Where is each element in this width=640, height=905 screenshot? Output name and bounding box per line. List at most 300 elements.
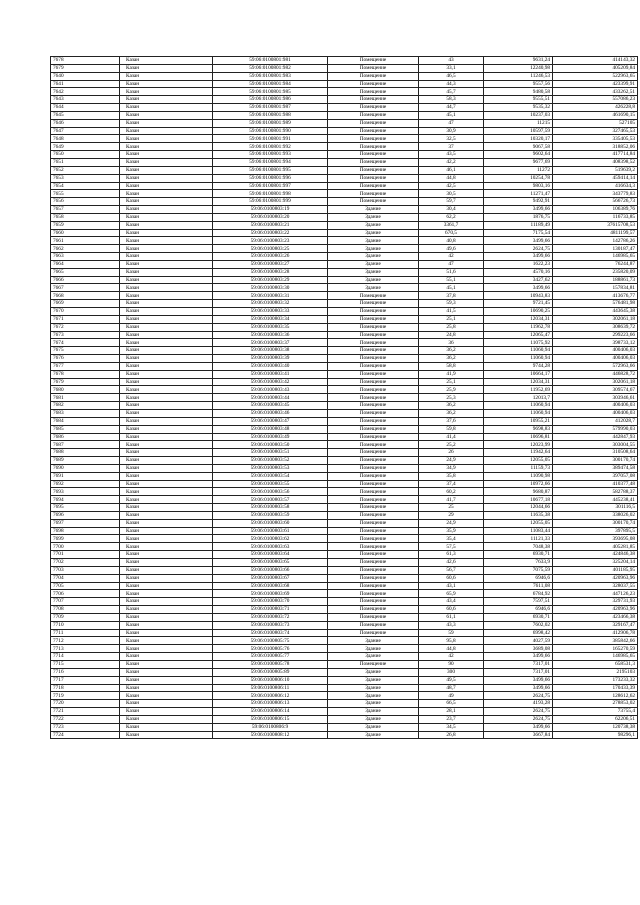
total-value-cell: 658531,3 (553, 660, 638, 668)
rate-cell: 3499,66 (484, 253, 553, 261)
table-row (51, 143, 638, 151)
rate-cell: 9602,64 (484, 151, 553, 159)
city-cell: Казан (120, 80, 213, 88)
object-type-cell: Помещение (328, 449, 419, 457)
row-number: 7669 (51, 300, 120, 308)
cadastral-number-cell: 59:06:0100803:64 (213, 551, 328, 559)
row-number: 7683 (51, 409, 120, 417)
city-cell: Казан (120, 64, 213, 72)
object-type-cell: Помещение (328, 166, 419, 174)
total-value-cell: 459414,14 (553, 174, 638, 182)
cadastral-number-cell: 59:06:0100805:75 (213, 637, 328, 645)
table-row (51, 708, 638, 716)
city-cell: Казан (120, 425, 213, 433)
total-value-cell: 329167,47 (553, 621, 638, 629)
object-type-cell: Здание (328, 723, 419, 731)
area-cell: 25,9 (419, 386, 484, 394)
area-cell: 59,8 (419, 425, 484, 433)
cadastral-number-cell: 59:06:0100808:12 (213, 731, 328, 739)
total-value-cell: 424846,38 (553, 551, 638, 559)
object-type-cell: Помещение (328, 598, 419, 606)
object-type-cell: Помещение (328, 135, 419, 143)
table-row (51, 535, 638, 543)
row-number: 7707 (51, 598, 120, 606)
rate-cell: 11942,64 (484, 449, 553, 457)
area-cell: 24,9 (419, 457, 484, 465)
area-cell: 51,6 (419, 268, 484, 276)
cadastral-number-cell: 59:06:0100801:981 (213, 57, 328, 65)
object-type-cell: Здание (328, 229, 419, 237)
table-row (51, 488, 638, 496)
object-type-cell: Помещение (328, 323, 419, 331)
city-cell: Казан (120, 237, 213, 245)
city-cell: Казан (120, 292, 213, 300)
city-cell: Казан (120, 127, 213, 135)
total-value-cell: 443645,38 (553, 308, 638, 316)
cadastral-number-cell: 59:06:0100803:20 (213, 213, 328, 221)
area-cell: 36,2 (419, 402, 484, 410)
area-cell: 45,7 (419, 88, 484, 96)
city-cell: Казан (120, 708, 213, 716)
cadastral-number-cell: 59:06:0100803:48 (213, 425, 328, 433)
rate-cell: 7048,38 (484, 543, 553, 551)
cadastral-number-cell: 59:06:0100803:31 (213, 292, 328, 300)
row-number: 7649 (51, 143, 120, 151)
area-cell: 66,5 (419, 700, 484, 708)
total-value-cell: 401185,95 (553, 566, 638, 574)
area-cell: 41,7 (419, 496, 484, 504)
row-number: 7678 (51, 57, 120, 65)
table-row (51, 300, 638, 308)
area-cell: 33,1 (419, 64, 484, 72)
area-cell: 34,9 (419, 464, 484, 472)
total-value-cell: 423466,38 (553, 613, 638, 621)
table-row (51, 457, 638, 465)
cadastral-number-cell: 59:06:0100803:72 (213, 613, 328, 621)
area-cell: 44,8 (419, 645, 484, 653)
area-cell: 61,3 (419, 551, 484, 559)
city-cell: Казан (120, 339, 213, 347)
rate-cell: 9480,58 (484, 88, 553, 96)
area-cell: 3361,7 (419, 221, 484, 229)
rate-cell: 4193,28 (484, 700, 553, 708)
area-cell: 35,8 (419, 472, 484, 480)
row-number: 7676 (51, 355, 120, 363)
cadastral-number-cell: 59:06:0100803:56 (213, 488, 328, 496)
row-number: 7648 (51, 135, 120, 143)
area-cell: 44,3 (419, 80, 484, 88)
total-value-cell: 130187,47 (553, 245, 638, 253)
cadastral-number-cell: 59:06:0100803:73 (213, 621, 328, 629)
total-value-cell: 303946,61 (553, 394, 638, 402)
row-number: 7664 (51, 260, 120, 268)
cadastral-number-cell: 59:06:0100803:71 (213, 606, 328, 614)
rate-cell: 6930,71 (484, 613, 553, 621)
table-row (51, 174, 638, 182)
cadastral-number-cell: 59:06:0100803:60 (213, 519, 328, 527)
rate-cell: 3427,62 (484, 276, 553, 284)
table-row (51, 80, 638, 88)
city-cell: Казан (120, 253, 213, 261)
city-cell: Казан (120, 190, 213, 198)
total-value-cell: 338026,02 (553, 511, 638, 519)
rate-cell: 3499,66 (484, 206, 553, 214)
total-value-cell: 446828,72 (553, 370, 638, 378)
cadastral-number-cell: 59:06:0100801:985 (213, 88, 328, 96)
row-number: 7679 (51, 64, 120, 72)
cadastral-number-cell: 59:06:0100803:39 (213, 355, 328, 363)
total-value-cell: 400406,03 (553, 409, 638, 417)
rate-cell: 11060,94 (484, 409, 553, 417)
object-type-cell: Помещение (328, 629, 419, 637)
object-type-cell: Помещение (328, 111, 419, 119)
object-type-cell: Здание (328, 260, 419, 268)
total-value-cell: 389474,58 (553, 464, 638, 472)
row-number: 7690 (51, 464, 120, 472)
total-value-cell: 522963,65 (553, 72, 638, 80)
area-cell: 49 (419, 692, 484, 700)
city-cell: Казан (120, 653, 213, 661)
city-cell: Казан (120, 88, 213, 96)
row-number: 7671 (51, 315, 120, 323)
cadastral-number-cell: 59:06:0100803:32 (213, 300, 328, 308)
table-row (51, 511, 638, 519)
table-row (51, 613, 638, 621)
row-number: 7668 (51, 292, 120, 300)
cadastral-number-cell: 59:06:0100803:29 (213, 276, 328, 284)
cadastral-number-cell: 59:06:0100801:987 (213, 104, 328, 112)
area-cell: 36,2 (419, 409, 484, 417)
total-value-cell: 416634,3 (553, 182, 638, 190)
city-cell: Казан (120, 637, 213, 645)
row-number: 7716 (51, 668, 120, 676)
city-cell: Казан (120, 229, 213, 237)
row-number: 7647 (51, 127, 120, 135)
table-row (51, 472, 638, 480)
rate-cell: 7317,01 (484, 660, 553, 668)
table-row (51, 370, 638, 378)
total-value-cell: 146985,65 (553, 653, 638, 661)
area-cell: 41,5 (419, 308, 484, 316)
rate-cell: 4027,59 (484, 637, 553, 645)
total-value-cell: 146985,65 (553, 253, 638, 261)
row-number: 7692 (51, 480, 120, 488)
city-cell: Казан (120, 308, 213, 316)
area-cell: 60,6 (419, 574, 484, 582)
table-row (51, 645, 638, 653)
table-row (51, 676, 638, 684)
row-number: 7710 (51, 621, 120, 629)
cadastral-number-cell: 59:06:0100803:62 (213, 535, 328, 543)
cadastral-number-cell: 59:06:0100803:70 (213, 598, 328, 606)
row-number: 7677 (51, 362, 120, 370)
cadastral-number-cell: 59:06:0100803:69 (213, 590, 328, 598)
total-value-cell: 300170,74 (553, 519, 638, 527)
cadastral-number-cell: 59:06:0100806:15 (213, 715, 328, 723)
row-number: 7640 (51, 72, 120, 80)
area-cell: 90 (419, 660, 484, 668)
cadastral-number-cell: 59:06:0100803:49 (213, 433, 328, 441)
row-number: 7713 (51, 645, 120, 653)
object-type-cell: Помещение (328, 527, 419, 535)
area-cell: 24,9 (419, 519, 484, 527)
total-value-cell: 433262,51 (553, 88, 638, 96)
row-number: 7711 (51, 629, 120, 637)
table-row (51, 331, 638, 339)
row-number: 7659 (51, 221, 120, 229)
city-cell: Казан (120, 723, 213, 731)
total-value-cell: 423399,91 (553, 80, 638, 88)
city-cell: Казан (120, 276, 213, 284)
city-cell: Казан (120, 151, 213, 159)
rate-cell: 7597,51 (484, 598, 553, 606)
rate-cell: 3499,66 (484, 653, 553, 661)
cadastral-number-cell: 59:06:0100806:13 (213, 700, 328, 708)
object-type-cell: Помещение (328, 504, 419, 512)
row-number: 7689 (51, 457, 120, 465)
row-number: 7661 (51, 237, 120, 245)
city-cell: Казан (120, 668, 213, 676)
row-number: 7663 (51, 253, 120, 261)
rate-cell: 7317,01 (484, 668, 553, 676)
area-cell: 30,4 (419, 206, 484, 214)
rate-cell: 6946,6 (484, 574, 553, 582)
city-cell: Казан (120, 449, 213, 457)
area-cell: 61,1 (419, 613, 484, 621)
city-cell: Казан (120, 57, 213, 65)
rate-cell: 12034,31 (484, 315, 553, 323)
cadastral-number-cell: 59:06:0100803:26 (213, 253, 328, 261)
total-value-cell: 447126,23 (553, 590, 638, 598)
total-value-cell: 303004,55 (553, 441, 638, 449)
object-type-cell: Здание (328, 276, 419, 284)
area-cell: 25,3 (419, 394, 484, 402)
row-number: 7681 (51, 394, 120, 402)
object-type-cell: Помещение (328, 409, 419, 417)
cadastral-number-cell: 59:06:0100801:993 (213, 151, 328, 159)
total-value-cell: 2195103 (553, 668, 638, 676)
total-value-cell: 116733,85 (553, 213, 638, 221)
area-cell: 43 (419, 57, 484, 65)
total-value-cell: 400406,03 (553, 347, 638, 355)
row-number: 7698 (51, 527, 120, 535)
city-cell: Казан (120, 213, 213, 221)
object-type-cell: Здание (328, 206, 419, 214)
table-row (51, 237, 638, 245)
city-cell: Казан (120, 386, 213, 394)
cadastral-number-cell: 59:06:0100801:989 (213, 119, 328, 127)
object-type-cell: Помещение (328, 151, 419, 159)
area-cell: 49,5 (419, 676, 484, 684)
table-row (51, 206, 638, 214)
table-row (51, 308, 638, 316)
area-cell: 45,1 (419, 111, 484, 119)
area-cell: 41,9 (419, 370, 484, 378)
city-cell: Казан (120, 158, 213, 166)
area-cell: 26,8 (419, 731, 484, 739)
area-cell: 42 (419, 653, 484, 661)
area-cell: 46,1 (419, 166, 484, 174)
cadastral-number-cell: 59:06:0100803:59 (213, 511, 328, 519)
cadastral-number-cell: 59:06:0100803:36 (213, 331, 328, 339)
rate-cell: 10237,03 (484, 111, 553, 119)
row-number: 7679 (51, 378, 120, 386)
total-value-cell: 188861,73 (553, 276, 638, 284)
cadastral-number-cell: 59:06:0100803:66 (213, 566, 328, 574)
object-type-cell: Помещение (328, 551, 419, 559)
total-value-cell: 576481,98 (553, 300, 638, 308)
city-cell: Казан (120, 645, 213, 653)
rate-cell: 1622,23 (484, 260, 553, 268)
row-number: 7641 (51, 80, 120, 88)
table-row (51, 496, 638, 504)
city-cell: Казан (120, 378, 213, 386)
area-cell: 59,7 (419, 198, 484, 206)
row-number: 7693 (51, 488, 120, 496)
total-value-cell: 397895,5 (553, 527, 638, 535)
rate-cell: 11083,44 (484, 527, 553, 535)
rate-cell: 12240,98 (484, 64, 553, 72)
cadastral-number-cell: 59:06:0100803:68 (213, 582, 328, 590)
object-type-cell: Здание (328, 715, 419, 723)
area-cell: 300 (419, 668, 484, 676)
city-cell: Казан (120, 166, 213, 174)
area-cell: 46,5 (419, 72, 484, 80)
total-value-cell: 461690,15 (553, 111, 638, 119)
row-number: 7682 (51, 402, 120, 410)
area-cell: 60,2 (419, 488, 484, 496)
row-number: 7686 (51, 433, 120, 441)
rate-cell: 9555,51 (484, 96, 553, 104)
city-cell: Казан (120, 606, 213, 614)
total-value-cell: 426228,8 (553, 104, 638, 112)
table-row (51, 653, 638, 661)
city-cell: Казан (120, 543, 213, 551)
table-row (51, 425, 638, 433)
city-cell: Казан (120, 402, 213, 410)
object-type-cell: Помещение (328, 57, 419, 65)
row-number: 7651 (51, 158, 120, 166)
total-value-cell: 299223,66 (553, 331, 638, 339)
row-number: 7662 (51, 245, 120, 253)
object-type-cell: Помещение (328, 417, 419, 425)
row-number: 7699 (51, 535, 120, 543)
cadastral-number-cell: 59:06:0100803:27 (213, 260, 328, 268)
rate-cell: 2624,75 (484, 708, 553, 716)
row-number: 7667 (51, 284, 120, 292)
table-row (51, 72, 638, 80)
area-cell: 28,1 (419, 708, 484, 716)
object-type-cell: Здание (328, 645, 419, 653)
cadastral-number-cell: 59:06:0100801:996 (213, 174, 328, 182)
cadastral-number-cell: 59:06:0100803:45 (213, 402, 328, 410)
area-cell: 30,5 (419, 190, 484, 198)
cadastral-number-cell: 59:06:0100803:38 (213, 347, 328, 355)
area-cell: 56,7 (419, 566, 484, 574)
rate-cell: 7175,54 (484, 229, 553, 237)
city-cell: Казан (120, 315, 213, 323)
cadastral-number-cell: 59:06:0100805:78 (213, 660, 328, 668)
total-value-cell: 37615708,53 (553, 221, 638, 229)
rate-cell: 10320,17 (484, 135, 553, 143)
cadastral-number-cell: 59:06:0100803:74 (213, 629, 328, 637)
row-number: 7674 (51, 339, 120, 347)
area-cell: 41,4 (419, 433, 484, 441)
area-cell: 43,3 (419, 621, 484, 629)
area-cell: 25,2 (419, 441, 484, 449)
object-type-cell: Помещение (328, 535, 419, 543)
area-cell: 29 (419, 511, 484, 519)
city-cell: Казан (120, 488, 213, 496)
city-cell: Казан (120, 559, 213, 567)
cadastral-number-cell: 59:06:0100801:984 (213, 80, 328, 88)
total-value-cell: 385842,66 (553, 637, 638, 645)
row-number: 7714 (51, 653, 120, 661)
object-type-cell: Помещение (328, 464, 419, 472)
row-number: 7718 (51, 684, 120, 692)
city-cell: Казан (120, 72, 213, 80)
object-type-cell: Помещение (328, 64, 419, 72)
city-cell: Казан (120, 715, 213, 723)
rate-cell: 2624,75 (484, 245, 553, 253)
rate-cell: 10677,18 (484, 496, 553, 504)
cadastral-number-cell: 59:06:0100803:46 (213, 409, 328, 417)
area-cell: 65,9 (419, 590, 484, 598)
object-type-cell: Помещение (328, 104, 419, 112)
total-value-cell: 310508,64 (553, 449, 638, 457)
cadastral-number-cell: 59:06:0100803:42 (213, 378, 328, 386)
total-value-cell: 335405,53 (553, 135, 638, 143)
row-number: 7709 (51, 613, 120, 621)
table-row (51, 629, 638, 637)
area-cell: 24,8 (419, 331, 484, 339)
row-number: 7708 (51, 606, 120, 614)
row-number: 7704 (51, 574, 120, 582)
rate-cell: 11215 (484, 119, 553, 127)
cadastral-number-cell: 59:06:0100803:41 (213, 370, 328, 378)
table-row (51, 598, 638, 606)
rate-cell: 11159,73 (484, 464, 553, 472)
area-cell: 55,1 (419, 276, 484, 284)
rate-cell: 9698,83 (484, 425, 553, 433)
area-cell: 43,1 (419, 582, 484, 590)
object-type-cell: Помещение (328, 488, 419, 496)
row-number: 7643 (51, 96, 120, 104)
rate-cell: 6784,92 (484, 590, 553, 598)
table-row (51, 668, 638, 676)
object-type-cell: Помещение (328, 590, 419, 598)
area-cell: 49,6 (419, 245, 484, 253)
table-row (51, 151, 638, 159)
table-row (51, 543, 638, 551)
area-cell: 59 (419, 629, 484, 637)
object-type-cell: Здание (328, 237, 419, 245)
table-row (51, 260, 638, 268)
area-cell: 37 (419, 143, 484, 151)
rate-cell: 10254,78 (484, 174, 553, 182)
table-row (51, 527, 638, 535)
row-number: 7657 (51, 206, 120, 214)
total-value-cell: 414143,32 (553, 57, 638, 65)
area-cell: 26 (419, 449, 484, 457)
object-type-cell: Помещение (328, 574, 419, 582)
area-cell: 36,2 (419, 347, 484, 355)
object-type-cell: Здание (328, 700, 419, 708)
table-row (51, 213, 638, 221)
rate-cell: 10943,83 (484, 292, 553, 300)
object-type-cell: Помещение (328, 621, 419, 629)
row-number: 7675 (51, 347, 120, 355)
